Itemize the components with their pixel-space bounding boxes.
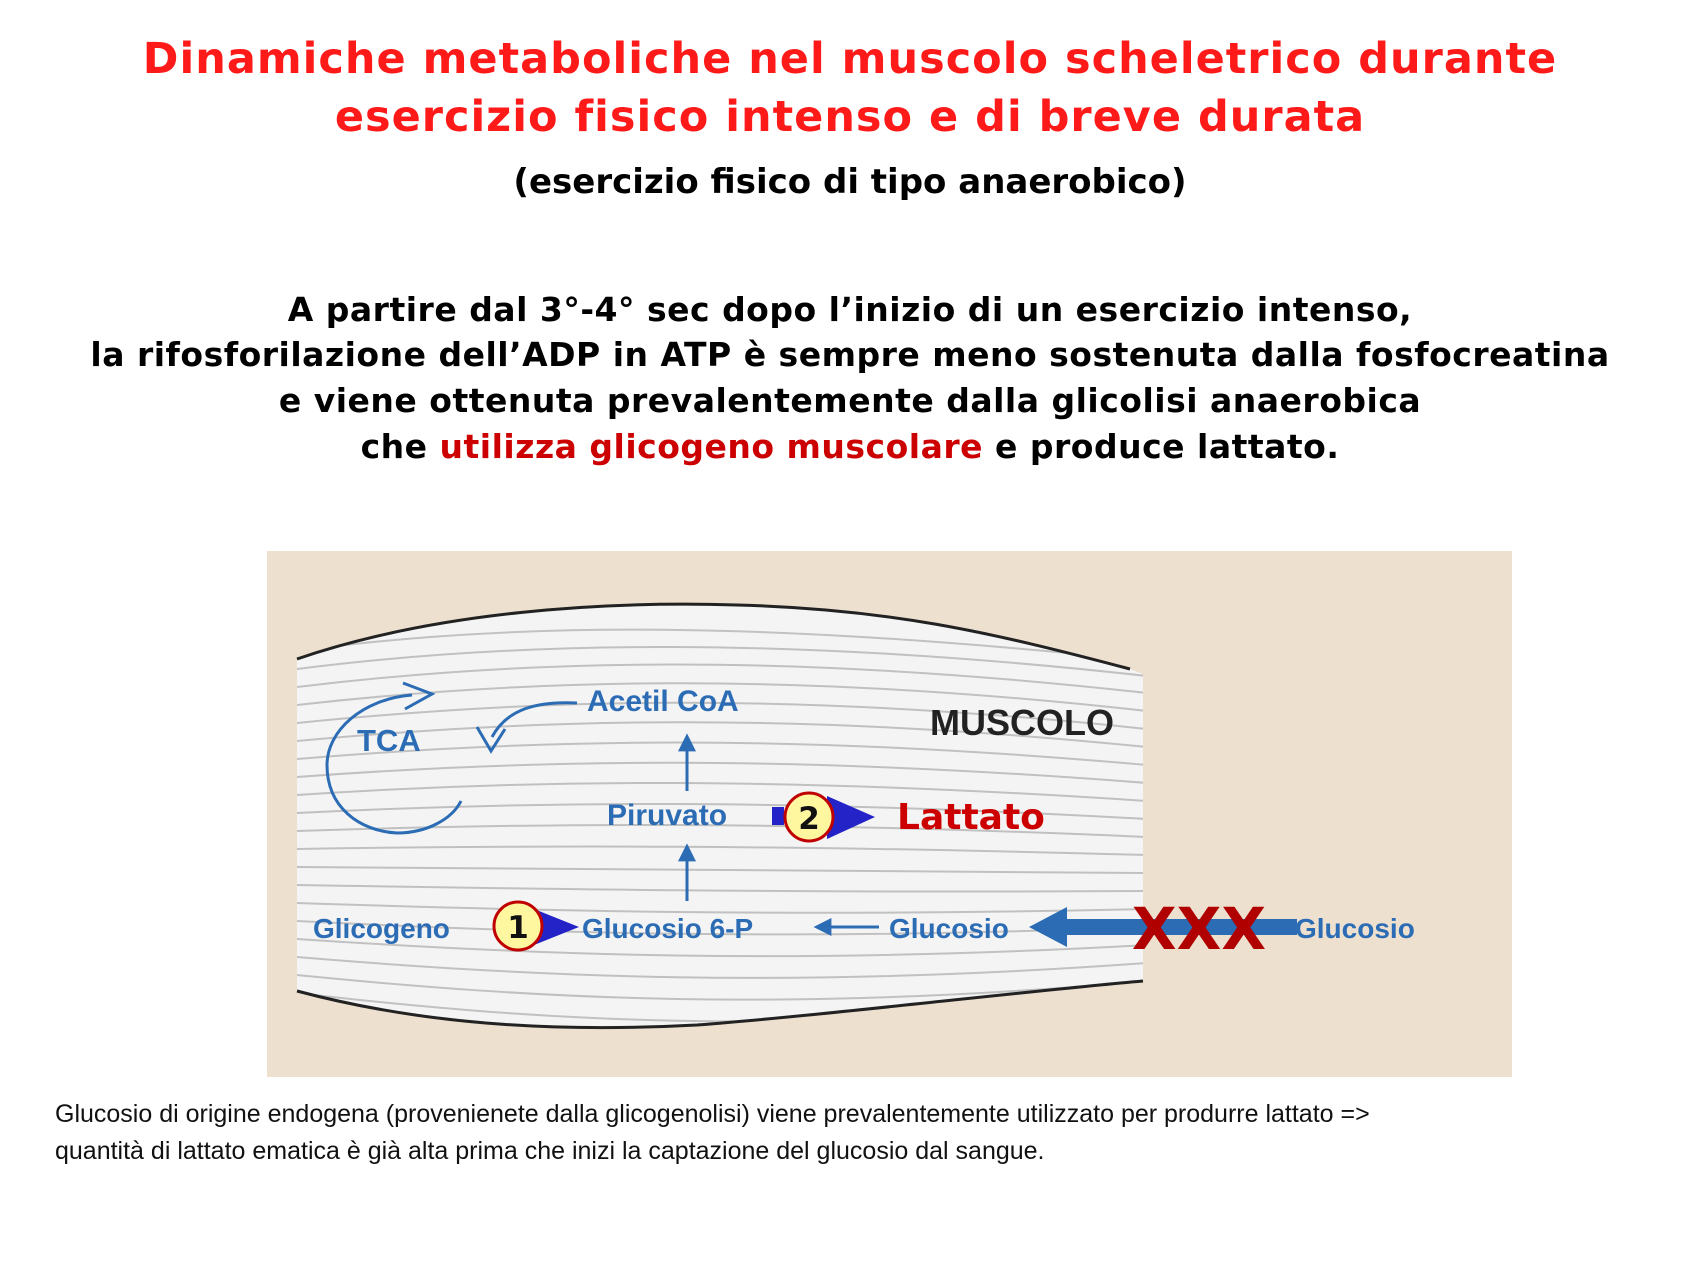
glucosio-blood-label: Glucosio xyxy=(1295,913,1415,944)
piruvato-label: Piruvato xyxy=(607,799,728,832)
intro-line-1: A partire dal 3°-4° sec dopo l’inizio di un esercizio intenso, xyxy=(287,290,1413,329)
subtitle: (esercizio fisico di tipo anaerobico) xyxy=(513,162,1187,202)
caption xyxy=(55,1096,1675,1170)
intro-highlight: utilizza glicogeno muscolare xyxy=(439,427,984,466)
step-2-label: 2 xyxy=(798,801,820,837)
caption-line-1: Glucosio di origine endogena (provenienete dalla glicogenolisi) viene prevalentemente utilizzato per produrre lattato => xyxy=(55,1100,1370,1128)
piruvato-to-lattato-arrow-stem xyxy=(772,807,784,825)
muscle-metabolism-diagram xyxy=(267,551,1512,1077)
glucosio-intracellular-label: Glucosio xyxy=(889,913,1009,944)
title-line-1: Dinamiche metaboliche nel muscolo scheletrico durante xyxy=(142,34,1558,84)
step-1-label: 1 xyxy=(507,910,529,946)
intro-line-4 xyxy=(0,427,1700,466)
acetil-coa-label: Acetil CoA xyxy=(587,685,739,718)
title-line-2: esercizio fisico intenso e di breve durata xyxy=(334,92,1366,142)
caption-line-2: quantità di lattato ematica è già alta prima che inizi la captazione del glucosio dal sangue. xyxy=(55,1137,1045,1165)
intro-line-3: e viene ottenuta prevalentemente dalla glicolisi anaerobica xyxy=(278,381,1422,420)
intro-line-2: la rifosforilazione dell’ADP in ATP è sempre meno sostenuta dalla fosfocreatina xyxy=(90,335,1610,374)
muscle-label: MUSCOLO xyxy=(930,702,1114,743)
glicogeno-label: Glicogeno xyxy=(313,913,450,944)
glucosio-6p-label: Glucosio 6-P xyxy=(582,913,754,944)
intro-line-4-pre: che xyxy=(360,427,440,466)
lattato-label: Lattato xyxy=(897,797,1045,838)
intro-line-4-post: e produce lattato. xyxy=(983,427,1340,466)
blocked-transport-mark: XXX xyxy=(1131,895,1267,963)
tca-label: TCA xyxy=(357,723,421,758)
